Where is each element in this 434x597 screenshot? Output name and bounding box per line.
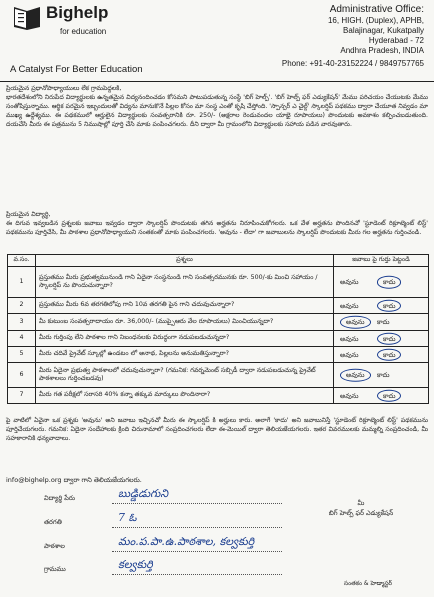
- row-number: 2: [8, 298, 36, 314]
- village-label: గ్రామము: [44, 565, 66, 573]
- answer-cell[interactable]: [334, 347, 429, 363]
- address-line: Hyderabad - 72: [368, 36, 424, 45]
- row-number: 3: [8, 314, 36, 331]
- row-number: 7: [8, 388, 36, 404]
- headmaster-signature-label: సంతకం & హెడ్మాస్టర్: [343, 580, 393, 587]
- class-line: [112, 527, 282, 528]
- brand-name: Bighelp: [46, 3, 109, 22]
- table-header-row: [8, 255, 429, 267]
- question-text: మీరు గత పరీక్షలో సరాసరి 40% కన్నా తక్కువ మార్కులు పొందినారా?: [36, 388, 334, 404]
- school-value[interactable]: మం.ప.పా.ఉ.పాఠశాల, కల్వకుర్తి: [118, 535, 255, 548]
- question-text: మీరు గుర్తింపు లేని పాఠశాల గాని నిబంధనలకు విరుద్ధంగా నడుపబడుచున్నదా?: [36, 331, 334, 347]
- intro-paragraph: భారతదేశంలోని నిరుపేద విద్యార్థులకు ఉన్నతమైన విద్యనందించడం కోసమని పాటుపడుతున్న సంస్థే 'బిగ్ హెల్ప్'. 'బిగ్ హెల్ప్ ఫర్ ఎడ్యుకేషన్' మేము పరిచయం చేయుటకు మేము సంతోషిస్తున్నాము. ఆర్థిక పరమైన ఇబ్బందులతో విద్యను మానుకొనే పిల్లల కోసం మా సంస్థ ఎంతో కృషి చేస్తోంది. 'స్పాన్సర్ ఎ చైల్డ్' స్కాలర్షిప్ పథకము ద్వారా చేయూత నివ్వడం మా ముఖ్య ఉద్దేశ్యము. ఈ పథకములో ఆర్హులైన విద్యార్థులకు సంవత్సరానికి రూ. 250/- (అక్షరాల రెండువందల యాభై రూపాయలు) పొందుటకు అవకాశం కల్పించబడుతుంది. దయచేసి మీరు ఈ పత్రమును 5 నిముషాల్లో పూర్తి చేసి మాకు పంపించగలరు. దీని ద్వారా మీ గ్రామంలోని విద్యార్థులకు సహాయ పడిన వారవుతారు.: [6, 94, 428, 128]
- row-number: 1: [8, 267, 36, 298]
- address-line: Andhra Pradesh, INDIA: [340, 46, 424, 55]
- yes-option[interactable]: అవును: [340, 350, 359, 359]
- address-line: 16, HIGH. (Duplex), APHB,: [327, 16, 424, 25]
- row-number: 6: [8, 363, 36, 388]
- no-option[interactable]: కాదు: [377, 317, 390, 326]
- row-number: 4: [8, 331, 36, 347]
- yes-option[interactable]: అవును: [340, 334, 359, 343]
- book-logo-icon: [12, 5, 42, 31]
- signoff-line: మీ: [357, 499, 365, 507]
- table-row: [8, 267, 429, 298]
- student-name-label: విద్యార్థి పేరు: [44, 494, 76, 502]
- yes-option-circled[interactable]: అవును: [340, 369, 371, 382]
- village-value[interactable]: కల్వకుర్తి: [118, 558, 153, 571]
- answer-cell[interactable]: [334, 298, 429, 314]
- eligibility-table: [7, 254, 429, 404]
- question-text: ప్రస్తుతము మీరు ప్రభుత్వమునుండి గాని ఏదైనా సంస్థనుండి గాని సంవత్సరమునకు రూ. 500/-కు మించి సహాయం / స్కాలర్షిప్ ను పొందుచున్నారా?: [36, 267, 334, 298]
- col-header-answer: జవాబు పై గుర్తు పెట్టండి: [334, 255, 429, 267]
- class-value[interactable]: 7 ఓ: [118, 511, 137, 524]
- answer-cell[interactable]: [334, 314, 429, 331]
- student-greeting: ప్రియమైన విద్యార్థి,: [6, 211, 51, 218]
- answer-cell[interactable]: [334, 267, 429, 298]
- signoff-block: [316, 499, 406, 519]
- brand-subtitle: for education: [60, 27, 107, 36]
- tagline: A Catalyst For Better Education: [10, 64, 143, 75]
- table-row: [8, 363, 429, 388]
- school-line: [112, 551, 282, 552]
- student-name-value[interactable]: బుడ్డిడుగుని: [118, 487, 169, 500]
- header-divider: [0, 81, 434, 82]
- table-row: [8, 314, 429, 331]
- school-label: పాఠశాల: [44, 542, 65, 550]
- village-line: [112, 574, 282, 575]
- yes-option[interactable]: అవును: [340, 277, 359, 286]
- phone-number: Phone: +91-40-23152224 / 9849757765: [281, 59, 424, 68]
- yes-option[interactable]: అవును: [340, 391, 359, 400]
- row-number: 5: [8, 347, 36, 363]
- question-text: మీరు ఏదైనా ప్రభుత్వ పాఠశాలలో చదువుచున్నారా? (గమనిక: గవర్నమెంట్ సబ్సిడీ ద్వారా నడుపబడుచున్న ప్రైవేట్ పాఠశాలలు గుర్తించబడవు): [36, 363, 334, 388]
- col-header-number: వ.సం.: [8, 255, 36, 267]
- class-label: తరగతి: [44, 518, 62, 526]
- no-option-circled[interactable]: కాదు: [377, 276, 401, 289]
- office-address: [224, 3, 424, 66]
- no-option[interactable]: కాదు: [377, 370, 390, 379]
- table-row: [8, 347, 429, 363]
- no-option-circled[interactable]: కాదు: [377, 348, 401, 361]
- question-text: ప్రస్తుతము మీరు 6వ తరగతిలోపు గాని 10వ తరగతి పైన గాని చదువుచున్నారా?: [36, 298, 334, 314]
- no-option-circled[interactable]: కాదు: [377, 332, 401, 345]
- answer-cell[interactable]: [334, 388, 429, 404]
- no-option-circled[interactable]: కాదు: [377, 389, 401, 402]
- col-header-questions: ప్రశ్నలు: [36, 255, 334, 267]
- question-text: మీరు చదివే ప్రైవేట్ స్కూల్లో ఉండటం లో అనాథ, పిల్లలను అనుమతిస్తున్నారా?: [36, 347, 334, 363]
- greeting: ప్రియమైన ప్రధానోపాధ్యాయులు లేక గ్రామపెద్దలకి,: [6, 85, 122, 92]
- email-line: info@bighelp.org ద్వారా గాని తెలియజేయగలరు.: [6, 476, 142, 484]
- table-row: [8, 388, 429, 404]
- address-line: Balajinagar, Kukatpally: [343, 26, 424, 35]
- table-row: [8, 298, 429, 314]
- office-title: Administrative Office:: [329, 4, 424, 15]
- question-text: మీ కుటుంబ సంవత్సరాదాయం రూ. 36,000/- (ముప్పైఆరు వేల రూపాయలు) మించియున్నదా?: [36, 314, 334, 331]
- signoff-line: బిగ్ హెల్ప్ ఫర్ ఎడ్యుకేషన్: [328, 509, 394, 517]
- closing-paragraph: పై వాటిలో ఏవైనా ఒక ప్రశ్నకు 'అవును' అని జవాబు ఇచ్చినచో మీరు ఈ స్కాలర్షిప్ కి అర్హులు కారు. అలాగే 'కాదు' అని జవాబునిస్తే 'స్టూడెంట్ రిక్రూట్మెంట్ లిస్ట్' పథకమును పూర్తిచేయగలరు. గమనిక: ఏదైనా సందేహాలకు క్రింది చిరునామాలో సంప్రదించగలరు లేదా ఈ-మెయిల్ ద్వారా తెలియజేయగలరు. ఇతర వివరములకు మమ్మల్ని సంప్రదించండి, మీ సహకారానికి ధన్యవాదాలు.: [6, 417, 428, 442]
- answer-cell[interactable]: [334, 331, 429, 347]
- answer-cell[interactable]: [334, 363, 429, 388]
- student-name-line: [112, 503, 282, 504]
- no-option-circled[interactable]: కాదు: [377, 299, 401, 312]
- yes-option[interactable]: అవును: [340, 301, 359, 310]
- table-row: [8, 331, 429, 347]
- instructions-paragraph: ఈ దిగువ ఇవ్వబడిన ప్రశ్నలకు జవాబు ఇవ్వడం ద్వారా స్కాలర్షిప్ పొందుటకు తగిన అర్హతను నిరూపించుకోగలరు. ఒక వేళ అర్హతను పొందినచో 'స్టూడెంట్ రిక్రూట్మెంట్ లిస్ట్' పథకమును పూర్తిచేసి, మీ పాఠశాల ప్రధానోపాధ్యాయుని సంతకంతో మాకు పంపించగలరు. 'అవును - లేదా' గా జవాబులను స్కాలర్షిప్ పొందుటకు మీరు గల అర్హతను గుర్తించండి.: [6, 220, 428, 236]
- yes-option-circled[interactable]: అవును: [340, 316, 371, 329]
